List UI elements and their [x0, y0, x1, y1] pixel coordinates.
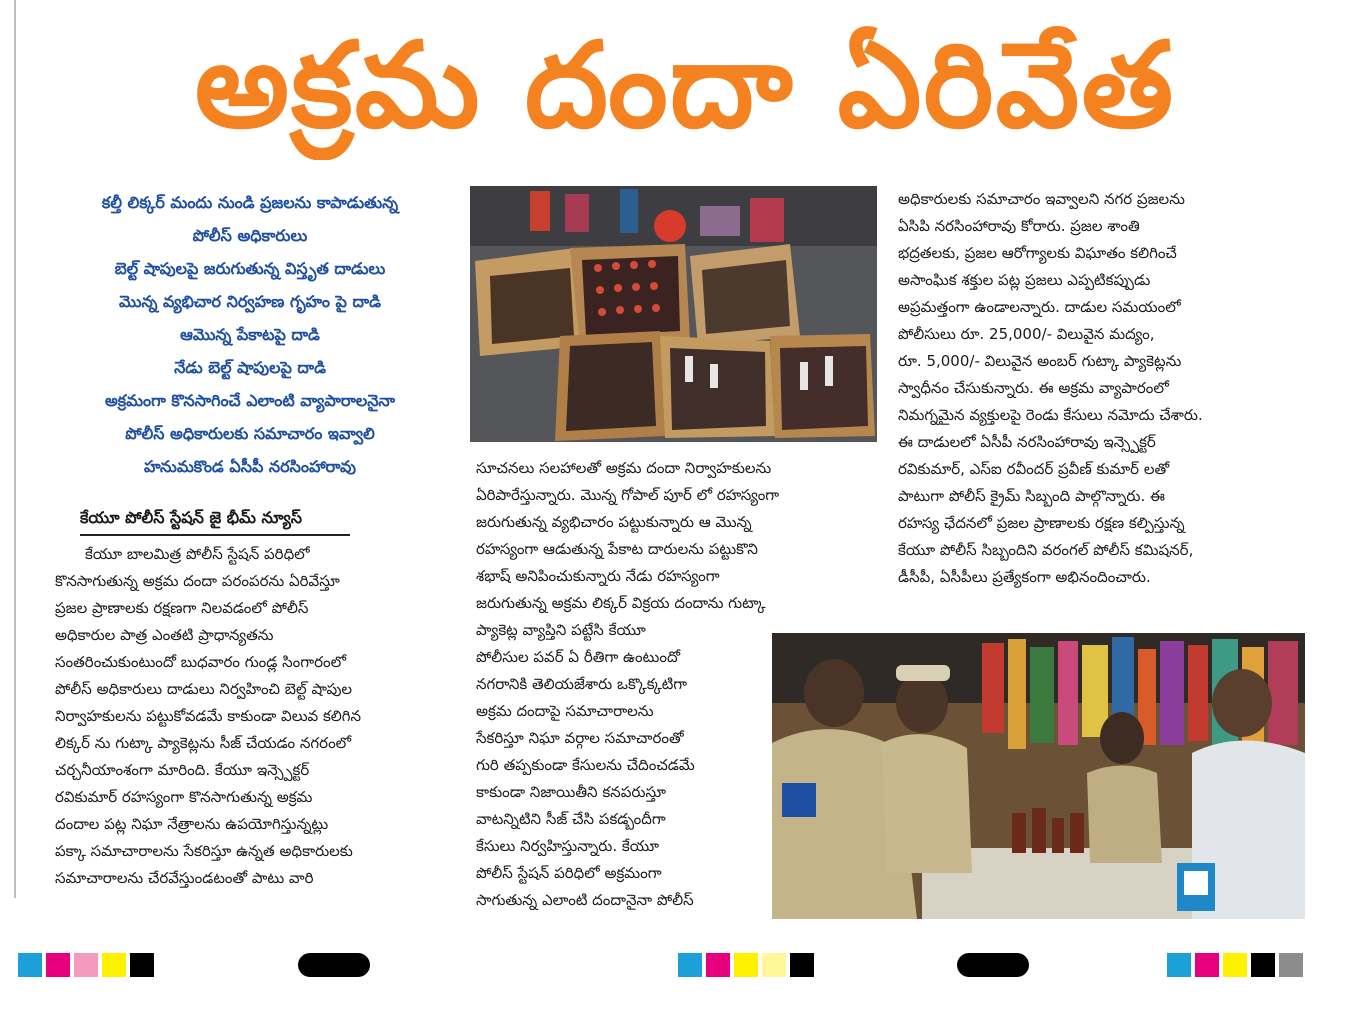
text-line: ఏరిపారేస్తున్నారు. మొన్న గోపాల్ పూర్ లో రహస్యంగా — [476, 486, 780, 504]
text-line: లిక్కర్ ను గుట్కా ప్యాకెట్లను సీజ్ చేయడం నగరంలో — [55, 734, 352, 752]
text-line: రూ. 5,000/- విలువైన అంబర్ గుట్కా ప్యాకెట్లను — [898, 352, 1182, 370]
highlight-line: ఆమొన్న పేకాటపై దాడి — [180, 325, 320, 344]
text-line: రహస్యంగా ఆడుతున్న పేకాట దారులను పట్టుకొని — [476, 540, 758, 558]
text-line: పాటుగా పోలీస్ క్రైమ్ సిబ్బంది పాల్గొన్నారు. ఈ — [898, 487, 1165, 505]
color-registration-marks-right — [1167, 953, 1303, 977]
pink-swatch — [74, 953, 98, 977]
text-line: అధికారులకు సమాచారం ఇవ్వాలని నగర ప్రజలను — [898, 190, 1185, 208]
registration-pill-right — [957, 953, 1029, 977]
text-line: సమాచారాలను చేరవేస్తుండటంతో పాటు వారి — [55, 869, 314, 887]
text-line: అధికారుల పాత్ర ఎంతటి ప్రాధాన్యతను — [55, 626, 274, 644]
magenta-swatch — [46, 953, 70, 977]
text-line: ప్యాకెట్ల వ్యాప్తిని పట్టేసి కేయూ — [476, 621, 646, 639]
text-line: కేయూ బాలమిత్ర పోలీస్ స్టేషన్ పరిధిలో — [85, 545, 310, 563]
text-line: డీసీపీ, ఏసీపీలు ప్రత్యేకంగా అభినందించారు. — [898, 568, 1151, 586]
left-column-rule — [14, 0, 16, 898]
text-line: పోలీస్ అధికారులు దాడులు నిర్వహించి బెల్ట్ షాపుల — [55, 680, 353, 698]
cyan-swatch — [18, 953, 42, 977]
cyan-swatch — [678, 953, 702, 977]
police-raid-photo — [772, 633, 1305, 919]
highlight-line: పోలీస్ అధికారులు — [192, 226, 308, 245]
magenta-swatch — [706, 953, 730, 977]
text-line: పోలీసులు రూ. 25,000/- విలువైన మద్యం, — [898, 325, 1155, 343]
black-swatch — [790, 953, 814, 977]
highlight-line: అక్రమంగా కొనసాగించే ఎలాంటి వ్యాపారాలనైనా — [104, 391, 396, 410]
article-column-3 — [898, 186, 1298, 591]
text-line: నిర్వాహకులను పట్టుకోవడమే కాకుండా విలువ కలిగిన — [55, 707, 362, 725]
cyan-swatch — [1167, 953, 1191, 977]
color-registration-marks-center — [678, 953, 814, 977]
gray-swatch — [1279, 953, 1303, 977]
text-line: సేకరిస్తూ నిఘా వర్గాల సమాచారంతో — [476, 729, 684, 747]
black-swatch — [130, 953, 154, 977]
yellow-swatch — [734, 953, 758, 977]
text-line: సంతరించుకుంటుందో బుధవారం గుండ్ల సింగారంలో — [55, 653, 347, 671]
text-line: పోలీసుల పవర్ ఏ రీతిగా ఉంటుందో — [476, 648, 681, 666]
text-line: కాకుండా నిజాయితీని కనపరుస్తూ — [476, 783, 667, 801]
text-line: ఏసిపి నరసింహారావు కోరారు. ప్రజల శాంతి — [898, 217, 1140, 235]
highlight-line: బెల్ట్ షాపులపై జరుగుతున్న విస్తృత దాడులు — [114, 259, 386, 278]
text-line: భద్రతలకు, ప్రజల ఆరోగ్యాలకు విఘాతం కలిగించే — [898, 244, 1177, 262]
text-line: జరుగుతున్న అక్రమ లిక్కర్ విక్రయ దందాను గుట్కా — [476, 594, 766, 612]
police-shop-illustration — [772, 633, 1305, 919]
text-line: పక్కా సమాచారాలను సేకరిస్తూ ఉన్నత అధికారులకు — [55, 842, 353, 860]
text-line: అక్రమ దందాపై సమాచారాలను — [476, 702, 654, 720]
text-line: కొనసాగుతున్న అక్రమ దందా పరంపరను ఏరివేస్తూ — [55, 572, 340, 590]
black-swatch — [1251, 953, 1275, 977]
text-line: నిమగ్నమైన వ్యక్తులపై రెండు కేసులు నమోదు చేశారు. — [898, 406, 1203, 424]
page-headline: అక్రమ దందా ఏరివేత — [194, 16, 1176, 154]
text-line: కేసులు నిర్వహిస్తున్నారు. కేయూ — [476, 837, 660, 855]
text-line: శభాష్ అనిపించుకున్నారు నేడు రహస్యంగా — [476, 567, 720, 585]
yellow-swatch — [102, 953, 126, 977]
text-line: అప్రమత్తంగా ఉండాలన్నారు. దాడుల సమయంలో — [898, 298, 1181, 316]
text-line: గురి తప్పకుండా కేసులను చేదించడమే — [476, 756, 695, 774]
highlight-line: పోలీస్ అధికారులకు సమాచారం ఇవ్వాలి — [125, 424, 375, 443]
text-line: కేయూ పోలీస్ సిబ్బందిని వరంగల్ పోలీస్ కమిషనర్, — [898, 541, 1194, 559]
text-line: దందాల పట్ల నిఘా నేత్రాలను ఉపయోగిస్తున్నట్లు — [55, 815, 329, 833]
article-column-1 — [55, 541, 450, 892]
text-line: రవికుమార్, ఎస్ఐ రవీందర్ ప్రవీణ్ కుమార్ లతో — [898, 460, 1170, 478]
seized-liquor-photo — [470, 186, 877, 442]
text-line: చర్చనీయాంశంగా మారింది. కేయూ ఇన్స్పెక్టర్ — [55, 761, 310, 779]
text-line: వాటన్నిటిని సీజ్ చేసి పకడ్బందీగా — [476, 810, 666, 828]
liquor-boxes-illustration — [470, 186, 877, 442]
text-line: సాగుతున్న ఎలాంటి దందానైనా పోలీస్ — [476, 891, 694, 909]
yellow-swatch — [1223, 953, 1247, 977]
color-registration-marks-left — [18, 953, 154, 977]
text-line: రహస్య ఛేదనలో ప్రజల ప్రాణాలకు రక్షణ కల్పిస్తున్న — [898, 514, 1185, 532]
text-line: పోలీస్ స్టేషన్ పరిధిలో అక్రమంగా — [476, 864, 662, 882]
article-byline: కేయూ పోలీస్ స్టేషన్ జై భీమ్ న్యూస్ — [80, 506, 350, 536]
magenta-swatch — [1195, 953, 1219, 977]
highlights-box — [55, 186, 445, 483]
registration-pill-left — [298, 953, 370, 977]
highlight-line: హనుమకొండ ఏసీపీ నరసింహారావు — [144, 457, 356, 476]
highlight-line: మొన్న వ్యభిచార నిర్వహణ గృహం పై దాడి — [119, 292, 381, 311]
text-line: సూచనలు సలహాలతో అక్రమ దందా నిర్వాహకులను — [476, 459, 772, 477]
highlight-line: కల్తీ లిక్కర్ మందు నుండి ప్రజలను కాపాడుతున్న — [101, 193, 399, 212]
text-line: రవికుమార్ రహస్యంగా కొనసాగుతున్న అక్రమ — [55, 788, 313, 806]
text-line: ప్రజల ప్రాణాలకు రక్షణగా నిలవడంలో పోలీస్ — [55, 599, 309, 617]
text-line: జరుగుతున్న వ్యభిచారం పట్టుకున్నారు ఆ మొన్న — [476, 513, 752, 531]
text-line: అసాంఘిక శక్తుల పట్ల ప్రజలు ఎప్పటికప్పుడు — [898, 271, 1151, 289]
light-yellow-swatch — [762, 953, 786, 977]
highlight-line: నేడు బెల్ట్ షాపులపై దాడి — [174, 358, 326, 377]
text-line: ఈ దాడులలో ఏసీపీ నరసింహారావు ఇన్స్పెక్టర్ — [898, 433, 1156, 451]
text-line: నగరానికి తెలియజేశారు ఒక్కొక్కటిగా — [476, 675, 688, 693]
text-line: స్వాధీనం చేసుకున్నారు. ఈ అక్రమ వ్యాపారంలో — [898, 379, 1169, 397]
